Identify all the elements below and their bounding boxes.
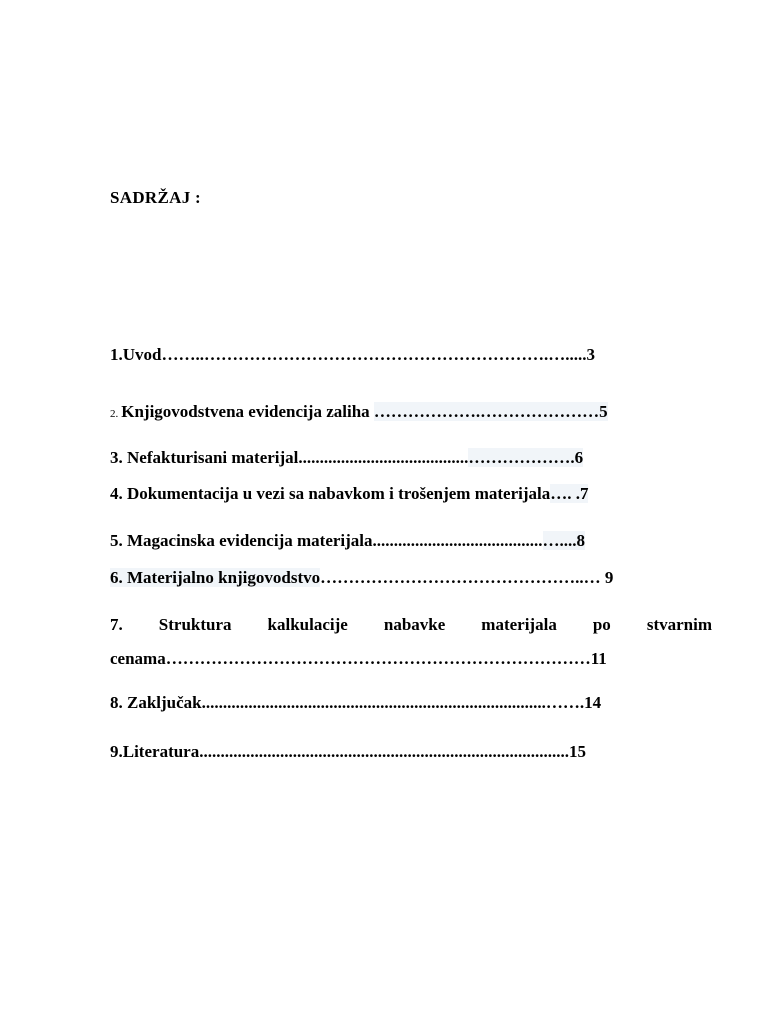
- toc-entry-text: 4. Dokumentacija u vezi sa nabavkom i trošenjem materijala: [110, 484, 551, 503]
- toc-entry-dots: ........................................: [372, 531, 543, 550]
- toc-entry-text: 8. Zaključak: [110, 693, 202, 712]
- toc-entry-zakljucak: [110, 692, 601, 714]
- toc-entry-number: 2.: [110, 408, 119, 420]
- toc-entry-dokumentacija: [110, 483, 588, 505]
- toc-entry-text: 6. Materijalno knjigovodstvo: [110, 568, 321, 587]
- toc-entry-dots: ........................................: [298, 448, 469, 467]
- toc-entry-text: cenama…………………………………………………………………11: [110, 649, 607, 668]
- toc-entry-text: 3. Nefakturisani materijal: [110, 448, 299, 467]
- toc-entry-literatura: [110, 741, 586, 763]
- toc-entry-knjigovodstvena-evidencija: [110, 401, 608, 425]
- toc-entry-text: 7. Struktura kalkulacije nabavke materijala po stvarnim: [110, 615, 712, 634]
- toc-entry-uvod: [110, 344, 595, 366]
- toc-entry-dots-shaded: ……………….6: [468, 448, 584, 467]
- toc-entry-text: 5. Magacinska evidencija materijala: [110, 531, 373, 550]
- toc-entry-dots: ………………………………………..… 9: [320, 568, 614, 587]
- toc-entry-dots-shaded: …....8: [542, 531, 586, 550]
- toc-entry-dots: .......................................................................................15: [199, 742, 586, 761]
- toc-entry-dots: ……………….…………………5: [373, 402, 608, 421]
- toc-entry-struktura-kalkulacije-line2: [110, 648, 607, 670]
- toc-entry-text: 9.Literatura: [110, 742, 200, 761]
- toc-entry-struktura-kalkulacije-line1: [110, 614, 712, 636]
- toc-entry-dots: .................................................................................…….14: [201, 693, 602, 712]
- toc-title: SADRŽAJ :: [110, 188, 202, 207]
- toc-entry-nefakturisani-materijal: [110, 447, 583, 469]
- toc-entry-dots: …. .7: [550, 484, 589, 503]
- toc-entry-materijalno-knjigovodstvo: [110, 567, 613, 589]
- toc-entry-magacinska-evidencija: [110, 530, 585, 552]
- toc-entry-text: Knjigovodstvena evidencija zaliha: [121, 402, 370, 421]
- toc-entry-text: 1.Uvod……..…………………………………………………….….....3: [110, 345, 595, 364]
